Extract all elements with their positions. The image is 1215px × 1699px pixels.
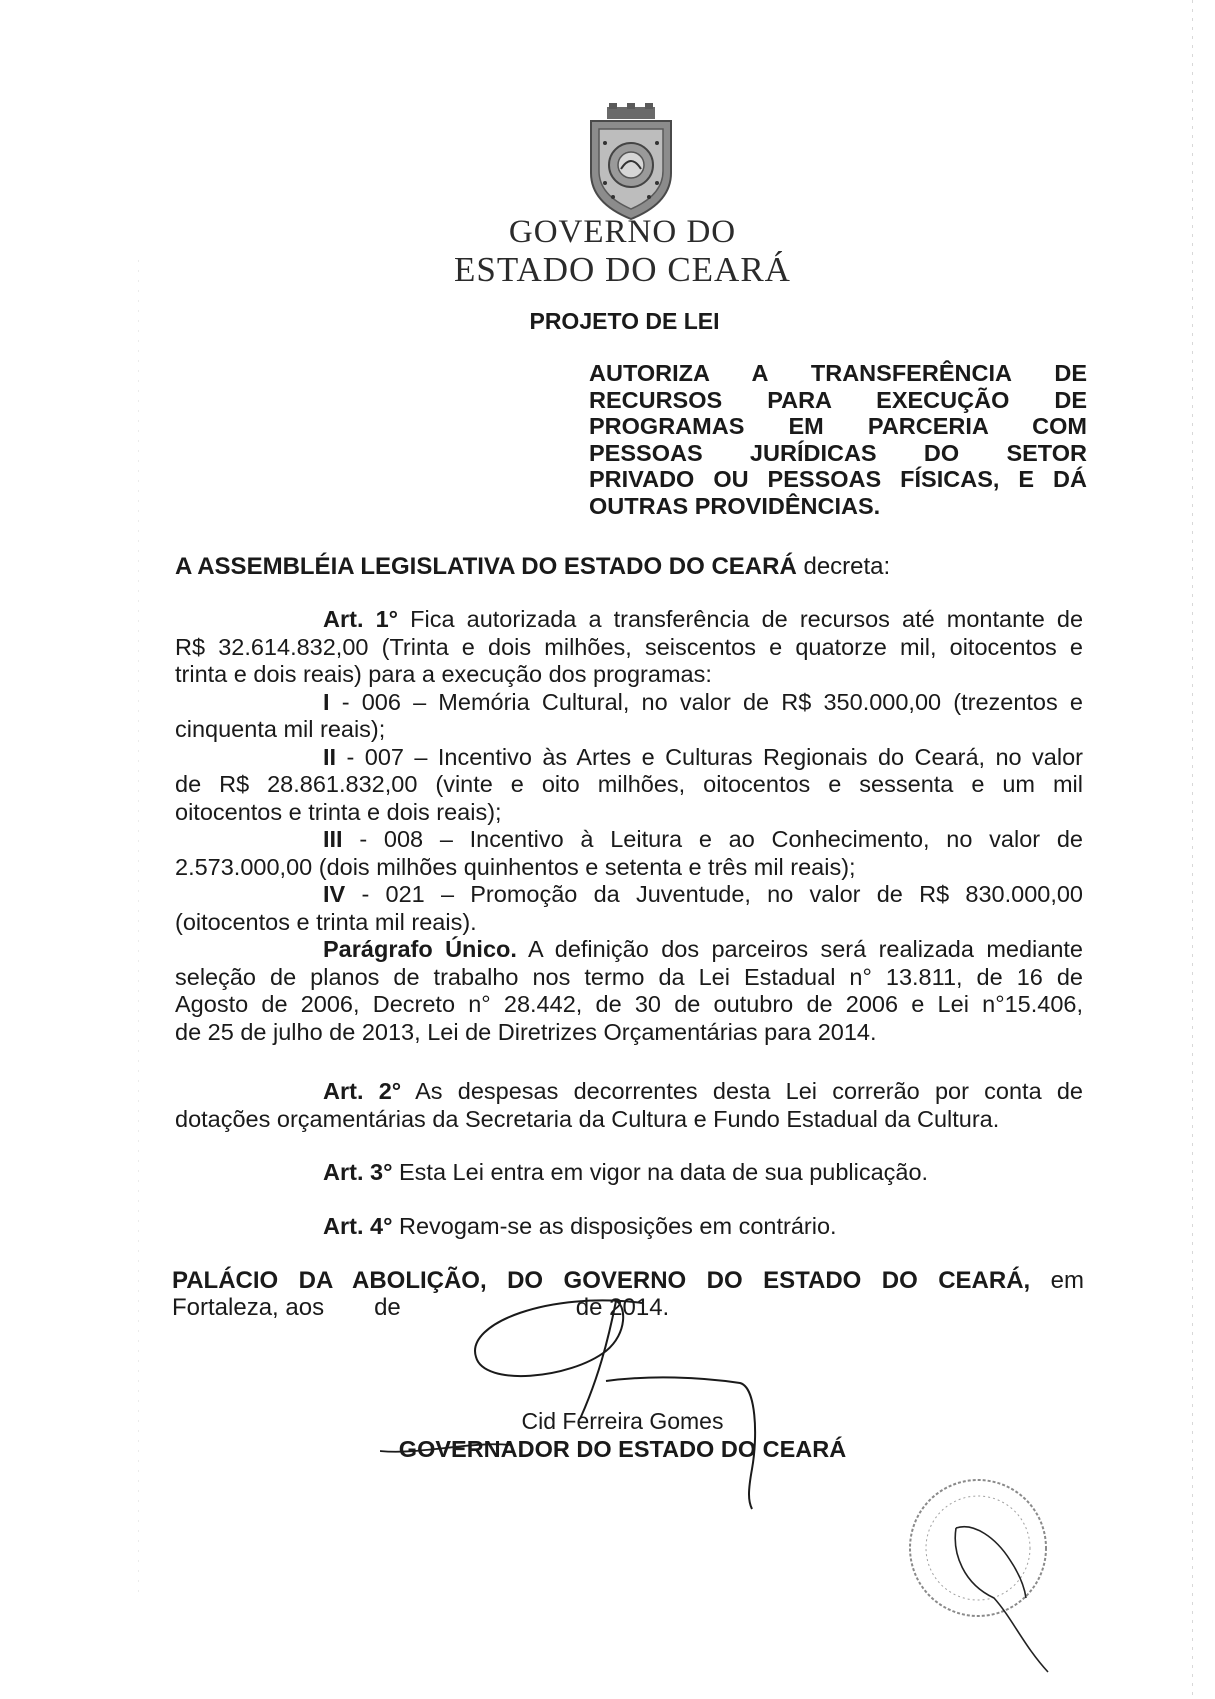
program-item: IV - 021 – Promoção da Juventude, no valor de R$ 830.000,00 (323, 881, 1083, 907)
document-type-title: PROJETO DE LEI (529, 308, 720, 334)
ementa-line: PRIVADO OU PESSOAS FÍSICAS, E DÁ (589, 466, 1087, 492)
ementa-line: PROGRAMAS EM PARCERIA COM (589, 413, 1087, 439)
article-label: Art. 3° (323, 1159, 393, 1185)
paragrafo-line: Agosto de 2006, Decreto n° 28.442, de 30 de outubro de 2006 e Lei n°15.406, (175, 991, 1083, 1017)
program-item-cont: cinquenta mil reais); (175, 716, 386, 742)
article-line: Art. 2° As despesas decorrentes desta Lei correrão por conta de (323, 1078, 1084, 1104)
paragrafo-line: de 25 de julho de 2013, Lei de Diretrizes Orçamentárias para 2014. (175, 1018, 877, 1045)
ementa-line: PESSOAS JURÍDICAS DO SETOR (589, 439, 1087, 466)
state-coat-of-arms-icon (583, 103, 679, 221)
scan-margin-mark (138, 260, 139, 1600)
program-item: II - 007 – Incentivo às Artes e Culturas Regionais do Ceará, no valor (323, 743, 1083, 770)
article-label: Art. 2° (323, 1078, 402, 1104)
article-line: trinta e dois reais) para a execução dos programas: (175, 661, 712, 687)
closing-date-line: Fortaleza, aos de de 2014. (172, 1294, 670, 1321)
signatory-name: Cid Ferreira Gomes (521, 1408, 724, 1434)
government-name-line1: GOVERNO DO (508, 214, 737, 250)
signatory-title: GOVERNADOR DO ESTADO DO CEARÁ (398, 1436, 847, 1462)
ementa-line: OUTRAS PROVIDÊNCIAS. (589, 492, 881, 519)
article-1 (175, 606, 1083, 1046)
article-line: dotações orçamentárias da Secretaria da Cultura e Fundo Estadual da Cultura. (175, 1105, 1000, 1132)
program-item: III - 008 – Incentivo à Leitura e ao Conhecimento, no valor de (323, 826, 1083, 852)
article-2 (175, 1078, 1083, 1133)
ementa-block (589, 360, 1087, 519)
article-line: Art. 3° Esta Lei entra em vigor na data de sua publicação. (323, 1159, 929, 1185)
program-item-cont: 2.573.000,00 (dois milhões quinhentos e setenta e três mil reais); (175, 853, 856, 880)
paragrafo-unico: Parágrafo Único. A definição dos parceiros será realizada mediante (323, 936, 1084, 962)
article-4 (175, 1213, 1083, 1241)
article-label: Art. 1° (323, 606, 399, 632)
program-item-cont: (oitocentos e trinta mil reais). (175, 908, 477, 935)
ementa-line: AUTORIZA A TRANSFERÊNCIA DE (589, 360, 1087, 386)
ementa-line: RECURSOS PARA EXECUÇÃO DE (589, 386, 1087, 413)
handwritten-signature (380, 1295, 840, 1515)
government-name-line2: ESTADO DO CEARÁ (454, 250, 791, 289)
program-item-cont: oitocentos e trinta e dois reais); (175, 798, 502, 825)
article-line: Art. 1° Fica autorizada a transferência de recursos até montante de (323, 606, 1084, 632)
article-line: Art. 4° Revogam-se as disposições em contrário. (323, 1213, 837, 1239)
closing-block (172, 1267, 1084, 1321)
closing-line: PALÁCIO DA ABOLIÇÃO, DO GOVERNO DO ESTADO DO CEARÁ, em (172, 1267, 1084, 1294)
program-item-cont: de R$ 28.861.832,00 (vinte e oito milhões, oitocentos e sessenta e um mil (175, 771, 1083, 797)
article-line: R$ 32.614.832,00 (Trinta e dois milhões, seiscentos e quatorze mil, oitocentos e (175, 633, 1083, 660)
paragrafo-line: seleção de planos de trabalho nos termo da Lei Estadual n° 13.811, de 16 de (175, 963, 1083, 990)
official-stamp (898, 1468, 1068, 1678)
article-3 (175, 1159, 1083, 1187)
article-label: Art. 4° (323, 1213, 393, 1239)
program-item: I - 006 – Memória Cultural, no valor de R$ 350.000,00 (trezentos e (323, 688, 1083, 715)
enactment-clause: A ASSEMBLÉIA LEGISLATIVA DO ESTADO DO CEARÁ decreta: (175, 553, 891, 580)
